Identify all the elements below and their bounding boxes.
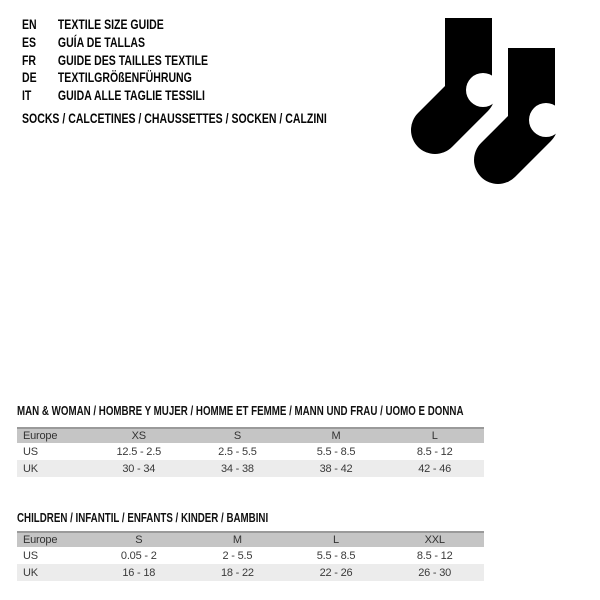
- children-table-title: CHILDREN / INFANTIL / ENFANTS / KINDER / BAMBINI: [17, 511, 269, 525]
- language-code: FR: [22, 52, 37, 68]
- size-cell: 8.5 - 12: [416, 549, 453, 562]
- size-cell: 18 - 22: [188, 564, 287, 581]
- size-cell: 0.05 - 2: [120, 549, 157, 562]
- table-row-uk: [17, 564, 484, 581]
- size-cell: 38 - 42: [287, 460, 386, 477]
- adult-table-title: MAN & WOMAN / HOMBRE Y MUJER / HOMME ET FEMME / MANN UND FRAU / UOMO E DONNA: [17, 404, 464, 418]
- column-header-size: M: [287, 428, 386, 443]
- column-header-size: L: [287, 532, 386, 547]
- language-code: DE: [22, 70, 37, 86]
- language-code: EN: [22, 17, 37, 32]
- language-label: GUIDE DES TAILLES TEXTILE: [57, 52, 209, 68]
- column-header-size: M: [188, 532, 287, 547]
- language-label: TEXTILE SIZE GUIDE: [57, 17, 164, 32]
- table-row-uk: [17, 460, 484, 477]
- table-row-us: [17, 547, 484, 564]
- language-row: [22, 69, 208, 87]
- row-label: UK: [17, 564, 89, 581]
- language-code: IT: [22, 88, 32, 104]
- language-list: [22, 16, 208, 105]
- size-cell: 26 - 30: [385, 564, 484, 581]
- sock-back-icon: [435, 18, 500, 130]
- size-cell: 22 - 26: [287, 564, 386, 581]
- language-row: [22, 34, 208, 52]
- language-label: GUÍA DE TALLAS: [57, 34, 146, 50]
- size-cell: 34 - 38: [188, 460, 287, 477]
- children-size-table: [17, 531, 484, 581]
- adult-header-row: [17, 428, 484, 443]
- row-label: US: [23, 549, 38, 562]
- language-label: TEXTILGRÖßENFÜHRUNG: [57, 70, 192, 86]
- size-cell: 5.5 - 8.5: [316, 549, 356, 562]
- language-row: [22, 87, 208, 105]
- table-row-us: [17, 443, 484, 460]
- column-header-size: XS: [89, 428, 188, 443]
- category-line: SOCKS / CALCETINES / CHAUSSETTES / SOCKEN / CALZINI: [22, 111, 327, 126]
- children-header-row: [17, 532, 484, 547]
- column-header-region: Europe: [17, 428, 89, 443]
- size-cell: 2.5 - 5.5: [218, 445, 257, 458]
- size-cell: 12.5 - 2.5: [116, 445, 161, 458]
- row-label: US: [23, 445, 38, 458]
- column-header-region: Europe: [17, 532, 89, 547]
- row-label: UK: [17, 460, 89, 477]
- language-label: GUIDA ALLE TAGLIE TESSILI: [57, 88, 205, 104]
- language-row: [22, 52, 208, 70]
- column-header-size: L: [385, 428, 484, 443]
- size-cell: 16 - 18: [89, 564, 188, 581]
- language-code: ES: [22, 34, 37, 50]
- socks-icon: [398, 8, 568, 198]
- size-cell: 30 - 34: [89, 460, 188, 477]
- sock-front-icon: [498, 48, 563, 160]
- size-cell: 2 - 5.5: [222, 549, 253, 562]
- column-header-size: XXL: [385, 532, 484, 547]
- adult-size-table: [17, 427, 484, 477]
- size-cell: 5.5 - 8.5: [316, 445, 356, 458]
- size-cell: 8.5 - 12: [416, 445, 453, 458]
- column-header-size: S: [188, 428, 287, 443]
- size-cell: 42 - 46: [385, 460, 484, 477]
- language-row: [22, 16, 208, 34]
- column-header-size: S: [89, 532, 188, 547]
